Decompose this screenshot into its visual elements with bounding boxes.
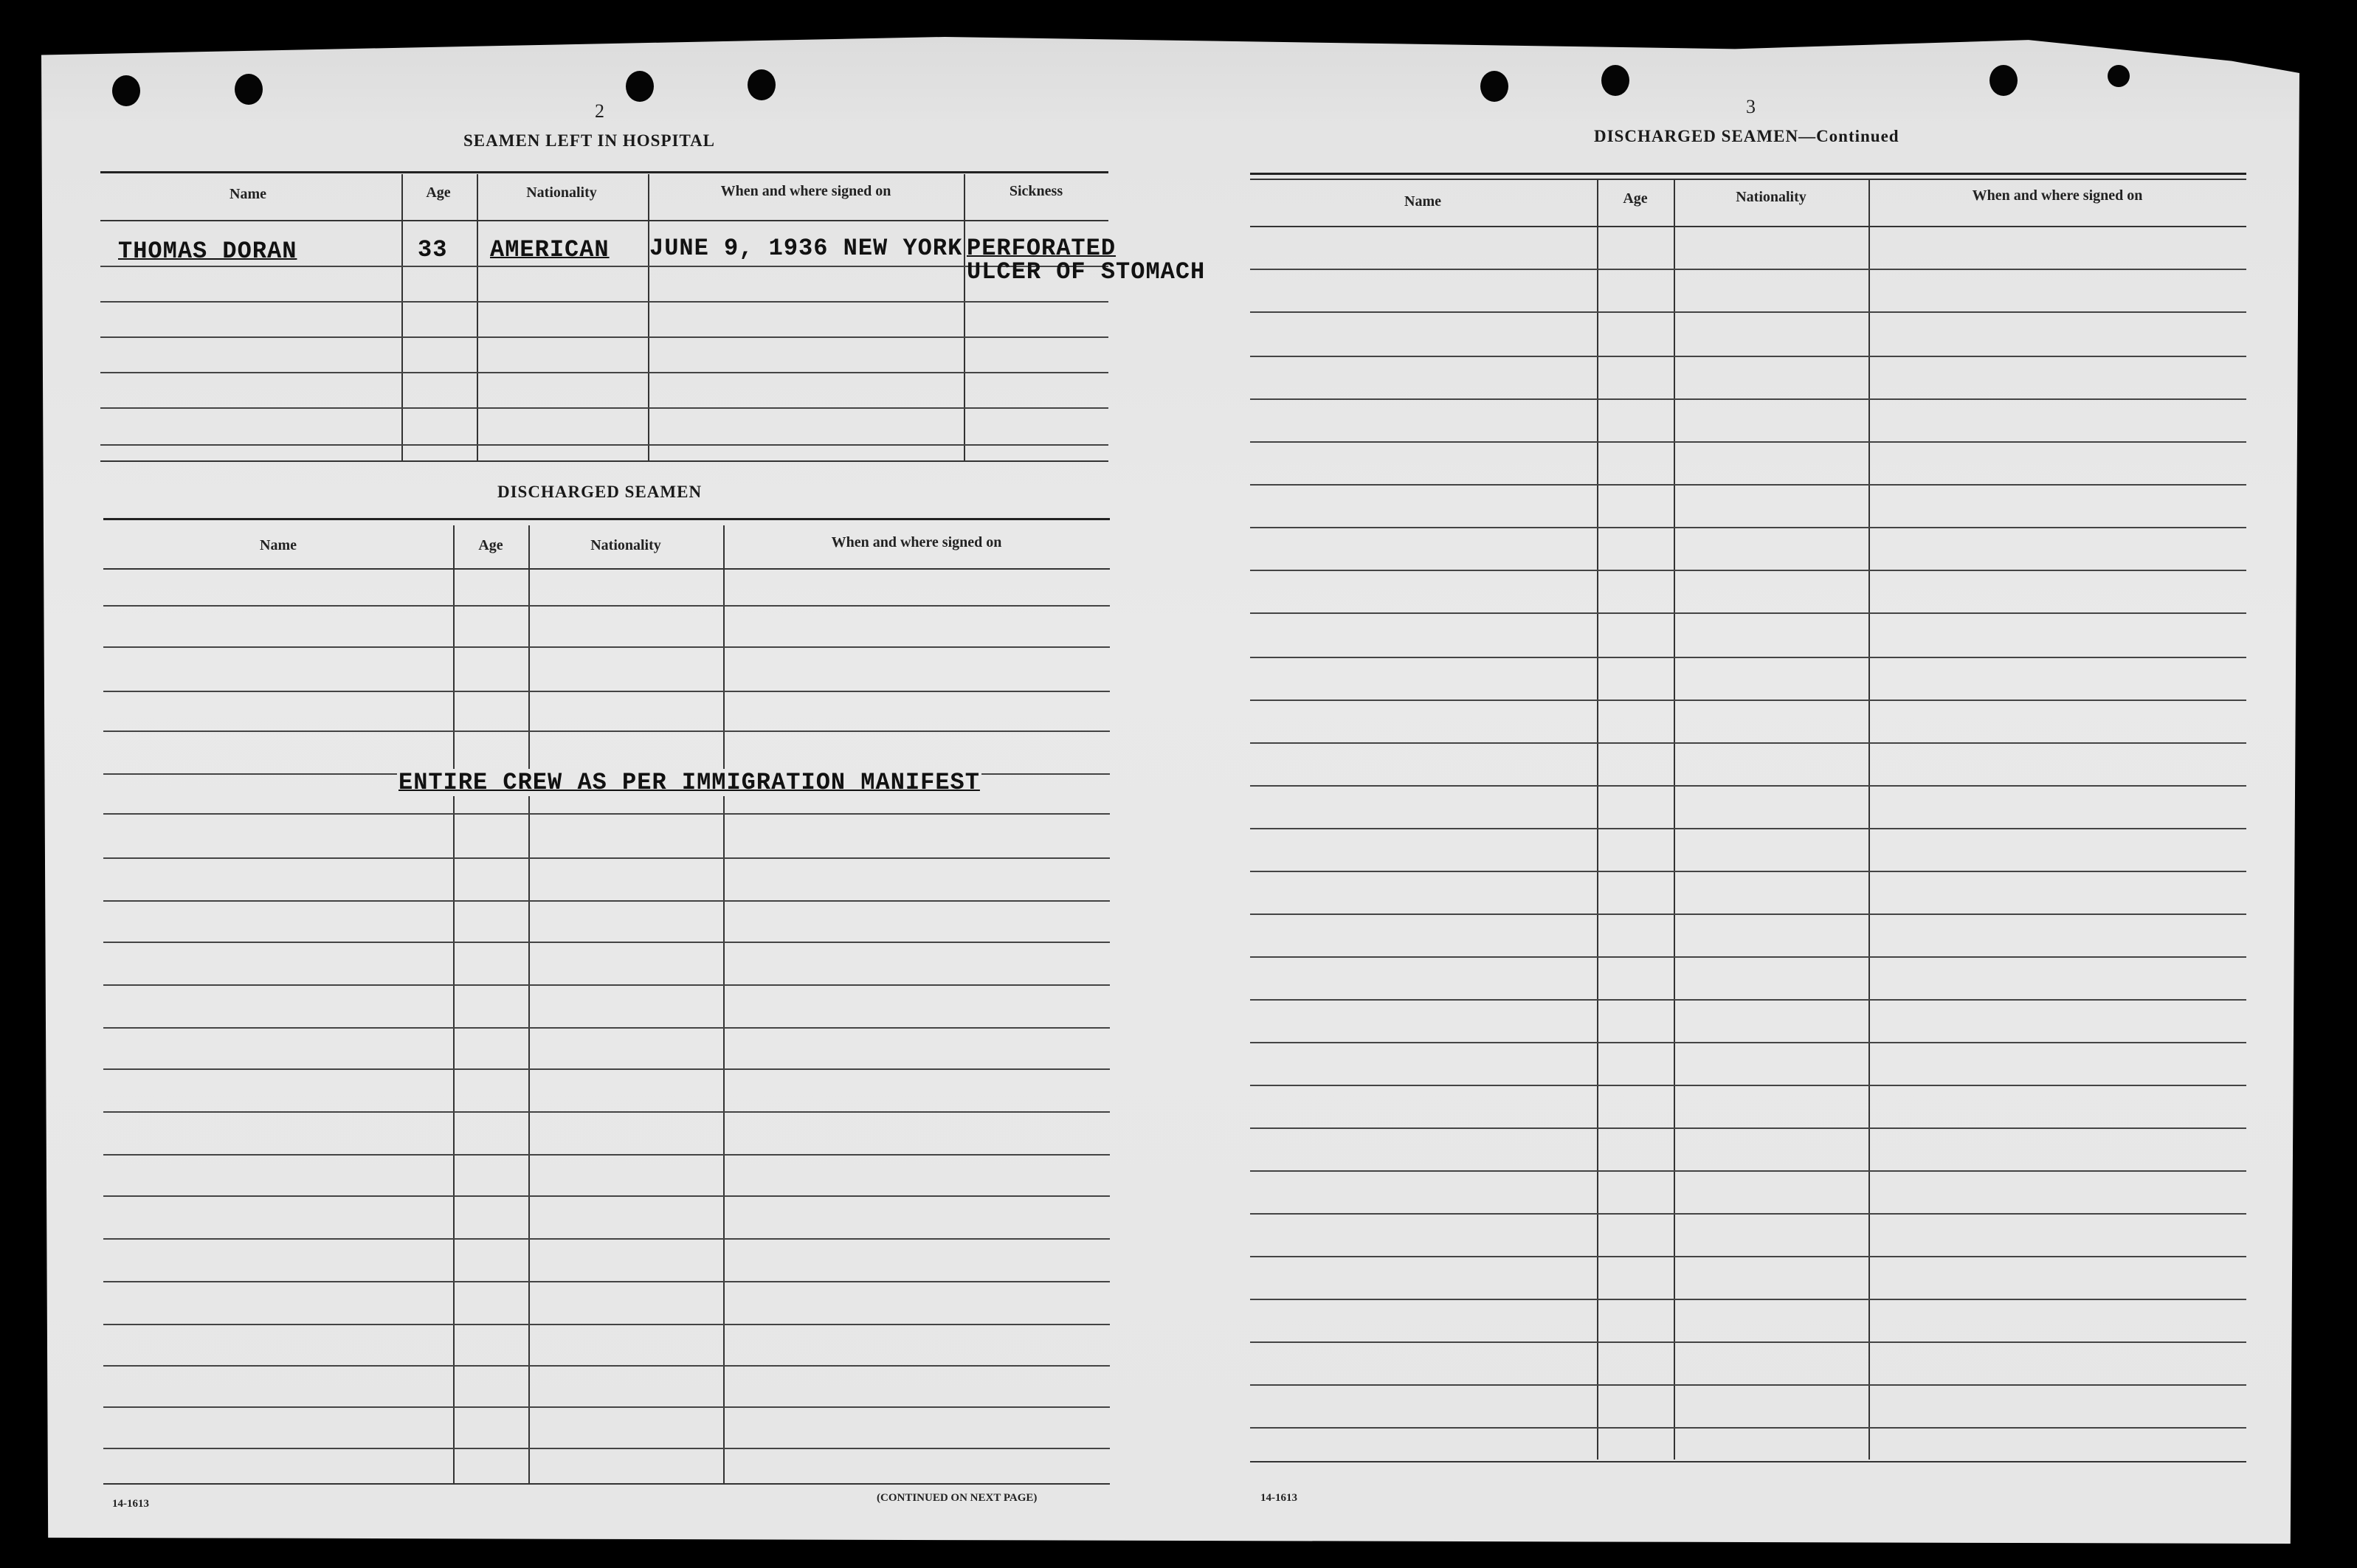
punch-hole bbox=[626, 71, 654, 102]
seaman-sickness-line-1: PERFORATED bbox=[967, 235, 1117, 262]
page-number: 2 bbox=[595, 100, 604, 122]
punch-hole bbox=[235, 74, 263, 105]
column-header-sickness: Sickness bbox=[1009, 183, 1063, 199]
column-header-age: Age bbox=[426, 184, 451, 201]
punch-hole bbox=[2108, 65, 2130, 87]
discharged-note: ENTIRE CREW AS PER IMMIGRATION MANIFEST bbox=[398, 769, 980, 796]
seaman-nationality: AMERICAN bbox=[490, 236, 610, 263]
column-header-nationality: Nationality bbox=[590, 537, 661, 553]
seaman-age: 33 bbox=[418, 236, 448, 263]
column-header-signed-on: When and where signed on bbox=[720, 183, 891, 199]
column-header-age: Age bbox=[478, 537, 503, 553]
seaman-name: THOMAS DORAN bbox=[118, 238, 297, 265]
punch-hole bbox=[1601, 65, 1629, 96]
column-header-nationality: Nationality bbox=[1736, 189, 1806, 205]
punch-hole bbox=[1990, 65, 2018, 96]
column-header-signed-on: When and where signed on bbox=[1972, 187, 2143, 204]
column-header-name: Name bbox=[1404, 193, 1441, 210]
seaman-signed-on: JUNE 9, 1936 NEW YORK bbox=[649, 235, 963, 262]
column-header-name: Name bbox=[260, 537, 297, 553]
punch-hole bbox=[1480, 71, 1508, 102]
seaman-sickness-line-2: ULCER OF STOMACH bbox=[967, 258, 1206, 286]
punch-hole bbox=[112, 75, 140, 106]
column-header-nationality: Nationality bbox=[526, 184, 597, 201]
punch-hole bbox=[748, 69, 776, 100]
form-number: 14-1613 bbox=[112, 1498, 149, 1510]
continued-note: (CONTINUED ON NEXT PAGE) bbox=[877, 1492, 1038, 1504]
column-header-name: Name bbox=[230, 186, 266, 202]
page-number: 3 bbox=[1746, 96, 1756, 117]
form-number: 14-1613 bbox=[1260, 1492, 1297, 1504]
section-title-discharged-continued: DISCHARGED SEAMEN—Continued bbox=[1594, 127, 1899, 145]
column-header-signed-on: When and where signed on bbox=[831, 534, 1002, 550]
column-header-age: Age bbox=[1623, 190, 1648, 207]
section-title-hospital: SEAMEN LEFT IN HOSPITAL bbox=[463, 131, 716, 150]
section-title-discharged: DISCHARGED SEAMEN bbox=[497, 483, 703, 501]
